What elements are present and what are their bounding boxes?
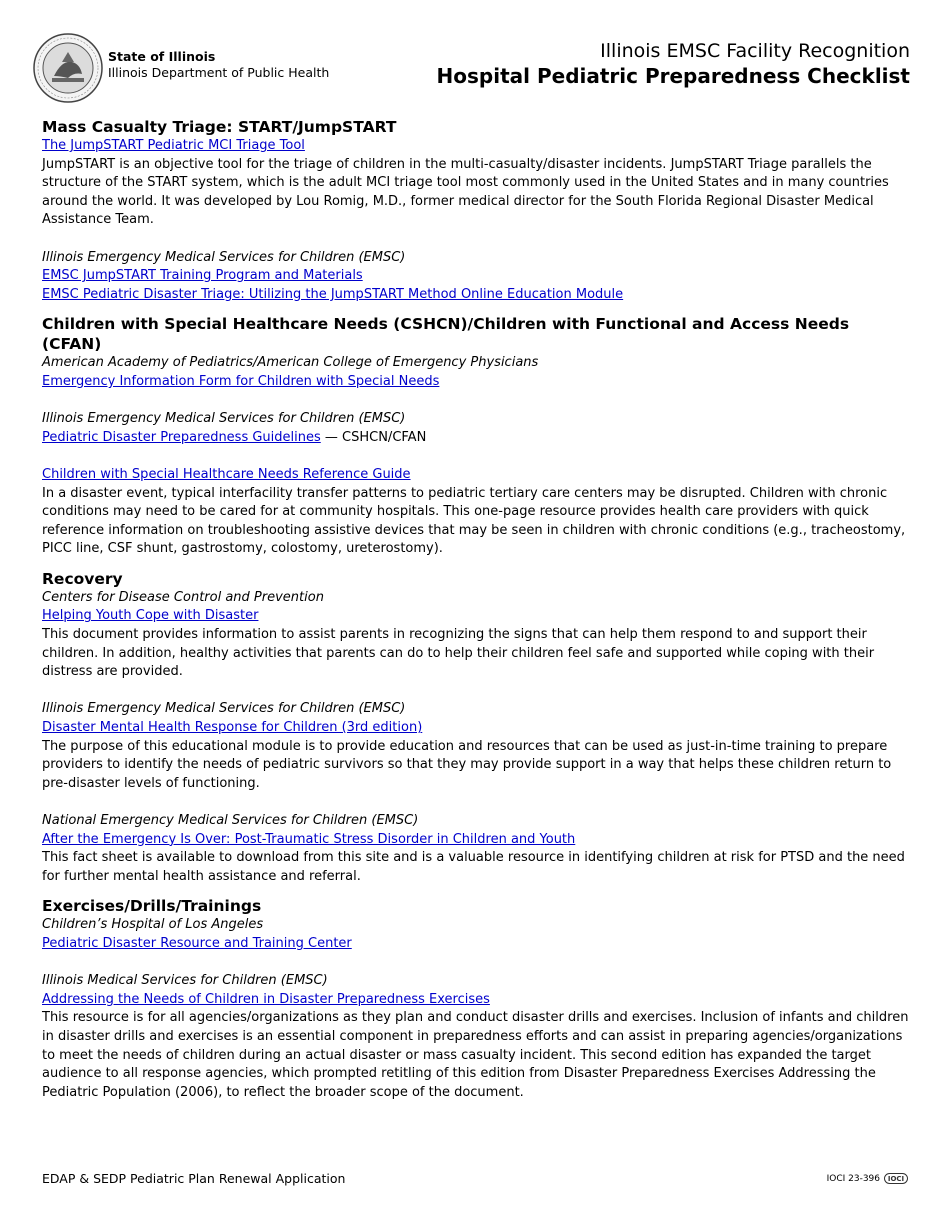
link-jumpstart-triage-tool[interactable]: The JumpSTART Pediatric MCI Triage Tool (42, 138, 305, 153)
link-addressing-needs-exercises[interactable]: Addressing the Needs of Children in Disaster Preparedness Exercises (42, 991, 490, 1007)
document-title-block (437, 39, 910, 89)
agency-name (108, 49, 329, 81)
state-seal-icon (32, 32, 104, 104)
link-helping-youth-cope[interactable]: Helping Youth Cope with Disaster (42, 608, 259, 624)
link-emergency-information-form[interactable]: Emergency Information Form for Children with Special Needs (42, 373, 440, 389)
section-title-exercises: Exercises/Drills/Trainings (42, 897, 262, 916)
link-after-the-emergency[interactable]: After the Emergency Is Over: Post-Traumatic Stress Disorder in Children and Youth (42, 831, 576, 847)
link-jumpstart-training-program[interactable]: EMSC JumpSTART Training Program and Materials (42, 268, 363, 284)
link-pediatric-disaster-resource-center[interactable]: Pediatric Disaster Resource and Training Center (42, 935, 352, 951)
desc-helping-youth-cope: This document provides information to assist parents in recognizing the signs that can help them respond to and support their children. In addition, healthy activities that parents can do to help their children feel safe and supported while coping with their distress are provided. (42, 627, 875, 680)
ioci-logo-icon (884, 1173, 908, 1184)
desc-after-the-emergency: This fact sheet is available to download from this site and is a valuable resource in identifying children at risk for PTSD and the need for further mental health assistance and referral. (42, 850, 905, 884)
document-body (42, 117, 910, 1102)
link-suffix-cshcn-cfan: — CSHCN/CFAN (320, 429, 427, 445)
section-title-recovery: Recovery (42, 569, 123, 588)
footer-application-name: EDAP & SEDP Pediatric Plan Renewal Application (42, 1171, 346, 1186)
agency-line1: State of Illinois (108, 49, 216, 64)
svg-text:IOCI: IOCI (887, 1175, 905, 1184)
org-illinois-emsc: Illinois Emergency Medical Services for Children (EMSC) (42, 701, 406, 717)
agency-line2: Illinois Department of Public Health (108, 65, 330, 80)
org-chla: Children’s Hospital of Los Angeles (42, 917, 264, 933)
section-title-mass-casualty: Mass Casualty Triage: START/JumpSTART (42, 118, 397, 136)
page-header (32, 32, 910, 104)
desc-addressing-needs-exercises: This resource is for all agencies/organizations as they plan and conduct disaster drills and exercises. Inclusion of infants and children in disaster drills and exercises is an essential component in preparedness efforts and can assist in preparing agencies/organizations to meet the needs of children during an actual disaster or mass casualty incident. This second edition has expanded the target audience to all response agencies, which prompted retitling of this edition from Disaster Preparedness Exercises Addressing the Pediatric Population (2006), to reflect the broader scope of the document. (42, 1010, 909, 1100)
desc-disaster-mental-health: The purpose of this educational module is to provide education and resources that can be used as just-in-time training to prepare providers to identify the needs of pediatric survivors so that they may provide support in a way that helps these children return to pre-disaster levels of functioning. (42, 738, 892, 791)
desc-jumpstart-triage-tool: JumpSTART is an objective tool for the triage of children in the multi-casualty/disaster incidents. JumpSTART Triage parallels the structure of the START system, which is the adult MCI triage tool most commonly used in the United States and in many countries around the world. It was developed by Lou Romig, M.D., former medical director for the South Florida Regional Disaster Medical Assistance Team. (42, 156, 889, 228)
footer-form-number (827, 1173, 908, 1184)
org-cdc: Centers for Disease Control and Prevention (42, 589, 324, 605)
section-title-cshcn: Children with Special Healthcare Needs (CSHCN)/Children with Functional and Access Needs (CFAN) (42, 315, 850, 354)
link-cshcn-reference-guide[interactable]: Children with Special Healthcare Needs Reference Guide (42, 466, 411, 482)
link-disaster-mental-health[interactable]: Disaster Mental Health Response for Children (3rd edition) (42, 720, 423, 736)
org-national-emsc: National Emergency Medical Services for Children (EMSC) (42, 813, 419, 828)
org-illinois-emsc: Illinois Emergency Medical Services for Children (EMSC) (42, 249, 406, 265)
desc-cshcn-reference-guide: In a disaster event, typical interfacility transfer patterns to pediatric tertiary care centers may be disrupted. Children with chronic conditions may need to be cared for at community hospitals. This one-page resource provides health care providers with quick reference information on troubleshooting assistive devices that may be seen in children with chronic conditions (e.g., tracheostomy, PICC line, CSF shunt, gastrostomy, colostomy, ureterostomy). (42, 485, 906, 557)
link-jumpstart-online-module[interactable]: EMSC Pediatric Disaster Triage: Utilizing the JumpSTART Method Online Education Module (42, 286, 624, 302)
org-illinois-medical-services: Illinois Medical Services for Children (EMSC) (42, 973, 328, 989)
document-subtitle: Illinois EMSC Facility Recognition (600, 40, 910, 62)
org-illinois-emsc: Illinois Emergency Medical Services for Children (EMSC) (42, 411, 406, 427)
link-pediatric-disaster-guidelines[interactable]: Pediatric Disaster Preparedness Guidelines (42, 429, 321, 445)
footer-form-code: IOCI 23-396 (826, 1173, 880, 1184)
document-title: Hospital Pediatric Preparedness Checklist (436, 64, 910, 88)
org-aap-acep: American Academy of Pediatrics/American College of Emergency Physicians (42, 355, 539, 371)
